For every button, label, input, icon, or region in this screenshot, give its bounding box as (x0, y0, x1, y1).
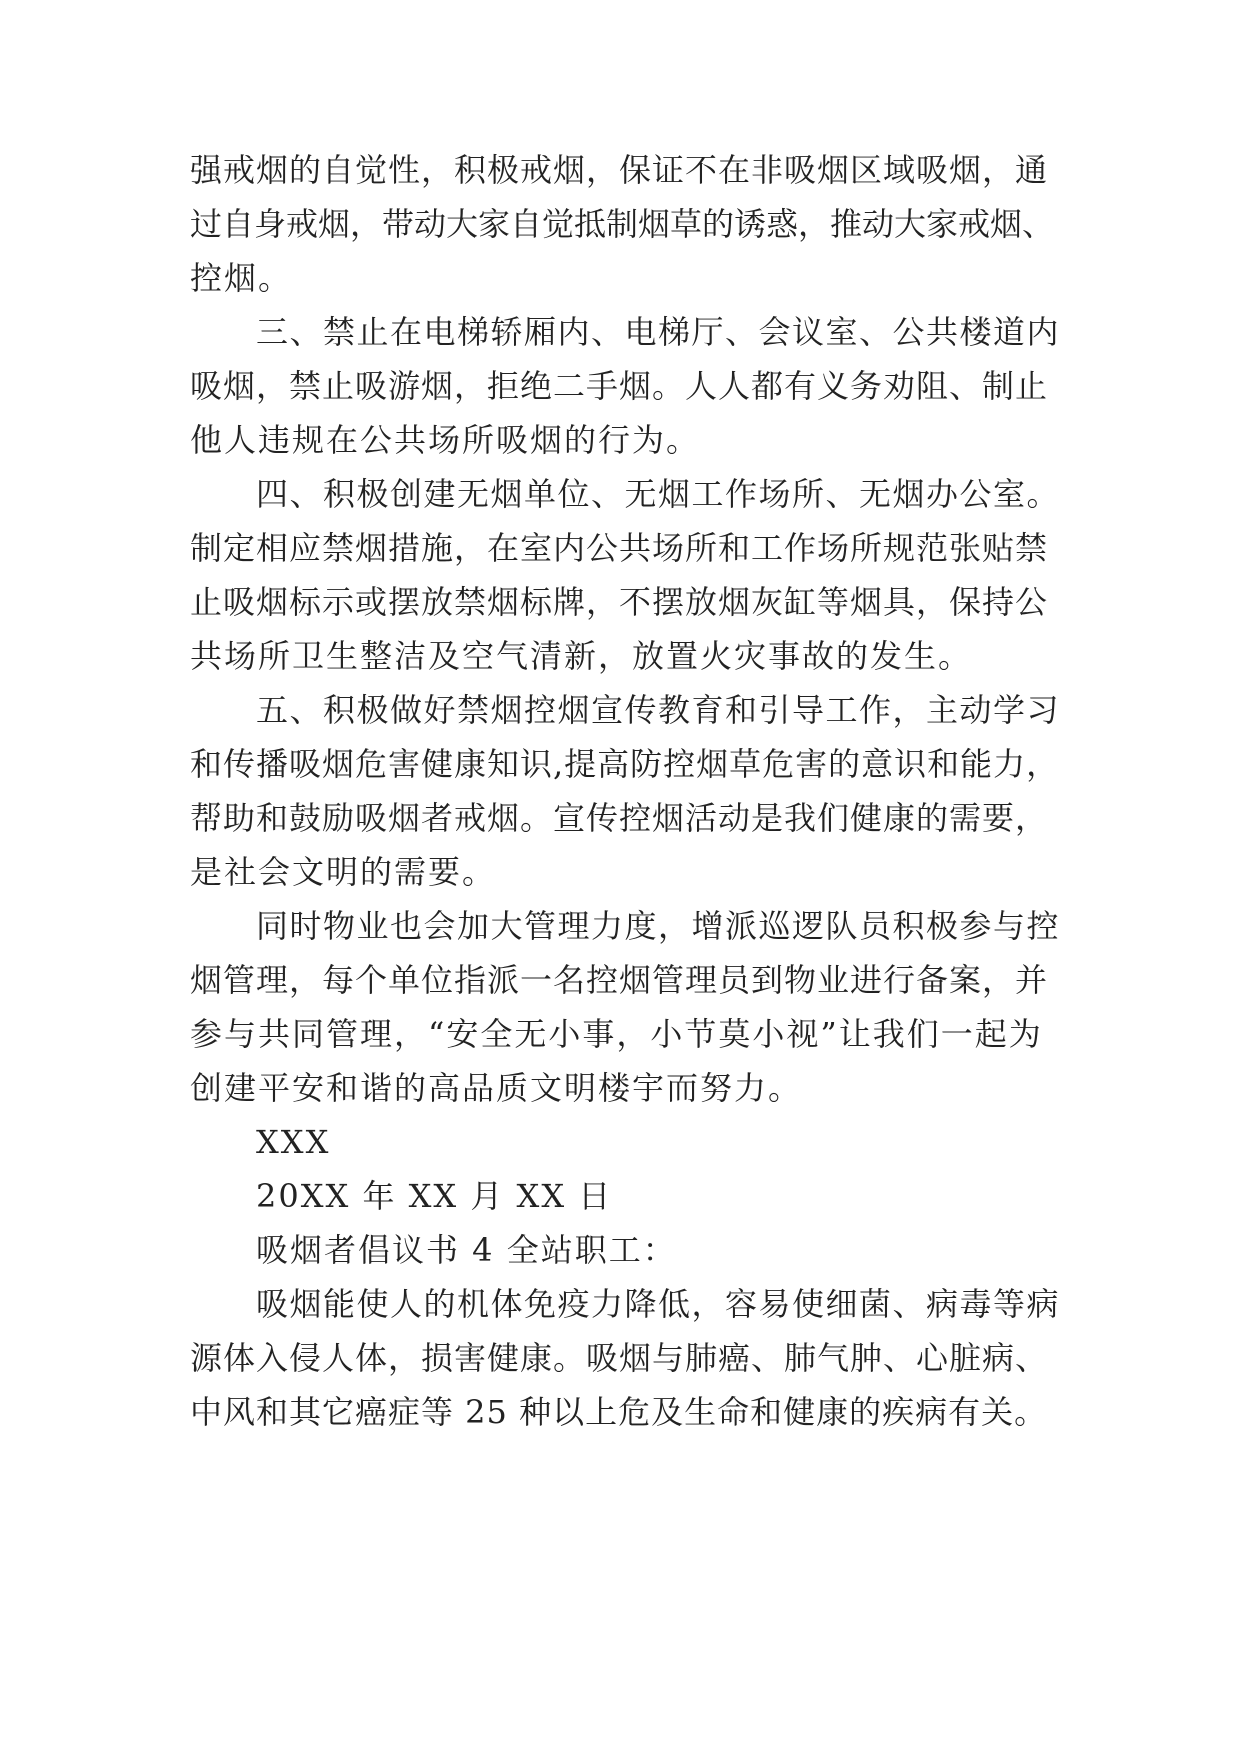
intro-paragraph-line-3: 中风和其它癌症等 25 种以上危及生命和健康的疾病有关。 (190, 1393, 1048, 1431)
section-five-line-1: 五、积极做好禁烟控烟宣传教育和引导工作，主动学习 (256, 691, 1061, 729)
intro-paragraph-line-1: 吸烟能使人的机体免疫力降低，容易使细菌、病毒等病 (256, 1285, 1061, 1323)
signature-date: 20XX 年 XX 月 XX 日 (256, 1177, 613, 1215)
paragraph-line-3: 控烟。 (190, 259, 293, 297)
paragraph-line-1: 强戒烟的自觉性，积极戒烟，保证不在非吸烟区域吸烟，通 (190, 151, 1049, 189)
section-four-line-1: 四、积极创建无烟单位、无烟工作场所、无烟办公室。 (256, 475, 1061, 513)
section-three-line-3: 他人违规在公共场所吸烟的行为。 (190, 421, 701, 459)
closing-paragraph-line-2: 烟管理，每个单位指派一名控烟管理员到物业进行备案，并 (190, 961, 1049, 999)
section-three-line-2: 吸烟，禁止吸游烟，拒绝二手烟。人人都有义务劝阻、制止 (190, 367, 1049, 405)
section-five-line-2: 和传播吸烟危害健康知识,提高防控烟草危害的意识和能力， (190, 745, 1060, 783)
intro-paragraph-line-2: 源体入侵人体，损害健康。吸烟与肺癌、肺气肿、心脏病、 (190, 1339, 1049, 1377)
section-four-line-3: 止吸烟标示或摆放禁烟标牌，不摆放烟灰缸等烟具，保持公 (190, 583, 1049, 621)
closing-paragraph-line-4: 创建平安和谐的高品质文明楼宇而努力。 (190, 1069, 803, 1107)
section-four-line-2: 制定相应禁烟措施，在室内公共场所和工作场所规范张贴禁 (190, 529, 1049, 567)
section-three-line-1: 三、禁止在电梯轿厢内、电梯厅、会议室、公共楼道内 (256, 313, 1061, 351)
section-five-line-4: 是社会文明的需要。 (190, 853, 497, 891)
section-four-line-4: 共场所卫生整洁及空气清新，放置火灾事故的发生。 (190, 637, 973, 675)
section-five-line-3: 帮助和鼓励吸烟者戒烟。宣传控烟活动是我们健康的需要， (190, 799, 1049, 837)
closing-paragraph-line-3: 参与共同管理，“安全无小事，小节莫小视”让我们一起为 (190, 1015, 1043, 1053)
closing-paragraph-line-1: 同时物业也会加大管理力度，增派巡逻队员积极参与控 (256, 907, 1061, 945)
signature-name: XXX (256, 1123, 331, 1161)
section-heading: 吸烟者倡议书 4 全站职工： (256, 1231, 677, 1269)
paragraph-line-2: 过自身戒烟，带动大家自觉抵制烟草的诱惑，推动大家戒烟、 (190, 205, 1055, 243)
